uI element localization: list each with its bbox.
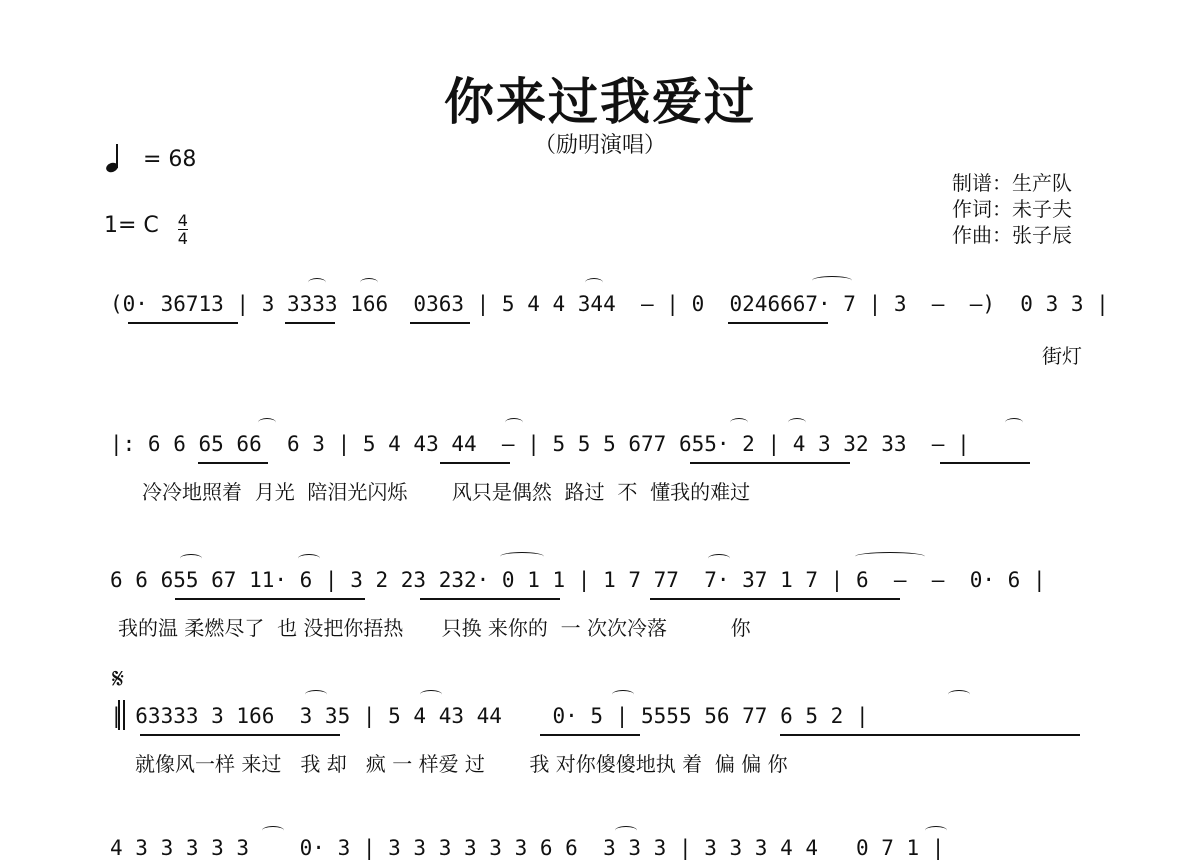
slur-mark <box>730 418 748 427</box>
slur-mark <box>855 552 925 561</box>
song-title: 你来过我爱过 <box>444 73 756 131</box>
beam-underline <box>650 598 900 600</box>
slur-mark <box>180 554 202 563</box>
slur-mark <box>948 690 970 699</box>
segno-icon: 𝄋 <box>112 662 125 695</box>
lyric-line-1: 街灯 <box>1042 344 1082 368</box>
slur-mark <box>615 826 637 835</box>
lyric-line-4: 就像风一样 来过 我 却 疯 一 样爱 过 我 对你傻傻地执 着 偏 偏 你 <box>135 752 788 776</box>
beam-underline <box>410 322 470 324</box>
slur-mark <box>812 276 852 285</box>
time-top: 4 <box>177 211 188 230</box>
slur-mark <box>420 690 442 699</box>
slur-mark <box>500 552 544 561</box>
slur-mark <box>360 278 378 287</box>
score-line-3: 6 6 655 67 11· 6 | 3 2 23 232· 0 1 1 | 1 7 77 7· 37 1 7 | 6 — — 0· 6 | <box>110 568 1046 592</box>
beam-underline <box>690 462 850 464</box>
beam-underline <box>285 322 335 324</box>
composer-credit: 作曲：张子辰 <box>952 223 1072 247</box>
tempo-marking <box>104 144 196 174</box>
slur-mark <box>308 278 326 287</box>
beam-underline <box>140 734 340 736</box>
score-line-1: (0· 36713 | 3 3333 166 0363 | 5 4 4 344 — | 0 0246667· 7 | 3 — —) 0 3 3 | <box>110 292 1109 316</box>
slur-mark <box>925 826 947 835</box>
slur-mark <box>305 690 327 699</box>
beam-underline <box>440 462 510 464</box>
lyric-line-2: 冷冷地照着 月光 陪泪光闪烁 风只是偶然 路过 不 懂我的难过 <box>142 480 751 504</box>
beam-underline <box>420 598 560 600</box>
score-line-2: |: 6 6 65 66 6 3 | 5 4 43 44 — | 5 5 5 677 655· 2 | 4 3 32 33 — | <box>110 432 970 456</box>
slur-mark <box>298 554 320 563</box>
slur-mark <box>258 418 276 427</box>
slur-mark <box>612 690 634 699</box>
beam-underline <box>540 734 640 736</box>
lyric-line-3: 我的温 柔燃尽了 也 没把你捂热 只换 来你的 一 次次冷落 你 <box>118 616 751 640</box>
singer-subtitle: （励明演唱） <box>533 133 666 158</box>
arranger-credit: 制谱：生产队 <box>952 171 1072 195</box>
beam-underline <box>128 322 238 324</box>
score-line-5: 4 3 3 3 3 3 0· 3 | 3 3 3 3 3 3 6 6 3 3 3 | 3 3 3 4 4 0 7 1 | <box>110 836 945 860</box>
beam-underline <box>780 734 1080 736</box>
slur-mark <box>708 554 730 563</box>
tempo-value: = 68 <box>143 147 197 172</box>
score-line-4: | 63333 3 166 3 35 | 5 4 43 44 0· 5 | 5555 56 77 6 5 2 | <box>110 704 869 728</box>
time-bottom: 4 <box>177 229 188 248</box>
slur-mark <box>262 826 284 835</box>
key-signature <box>104 212 188 247</box>
slur-mark <box>505 418 523 427</box>
beam-underline <box>175 598 365 600</box>
time-signature <box>178 212 188 247</box>
key-label: 1= C <box>104 213 159 238</box>
quarter-note-icon <box>104 144 122 174</box>
beam-underline <box>728 322 828 324</box>
slur-mark <box>788 418 806 427</box>
beam-underline <box>940 462 1030 464</box>
beam-underline <box>198 462 268 464</box>
slur-mark <box>585 278 603 287</box>
lyricist-credit: 作词：未子夫 <box>952 197 1072 221</box>
credits-block <box>952 170 1072 248</box>
slur-mark <box>1005 418 1023 427</box>
